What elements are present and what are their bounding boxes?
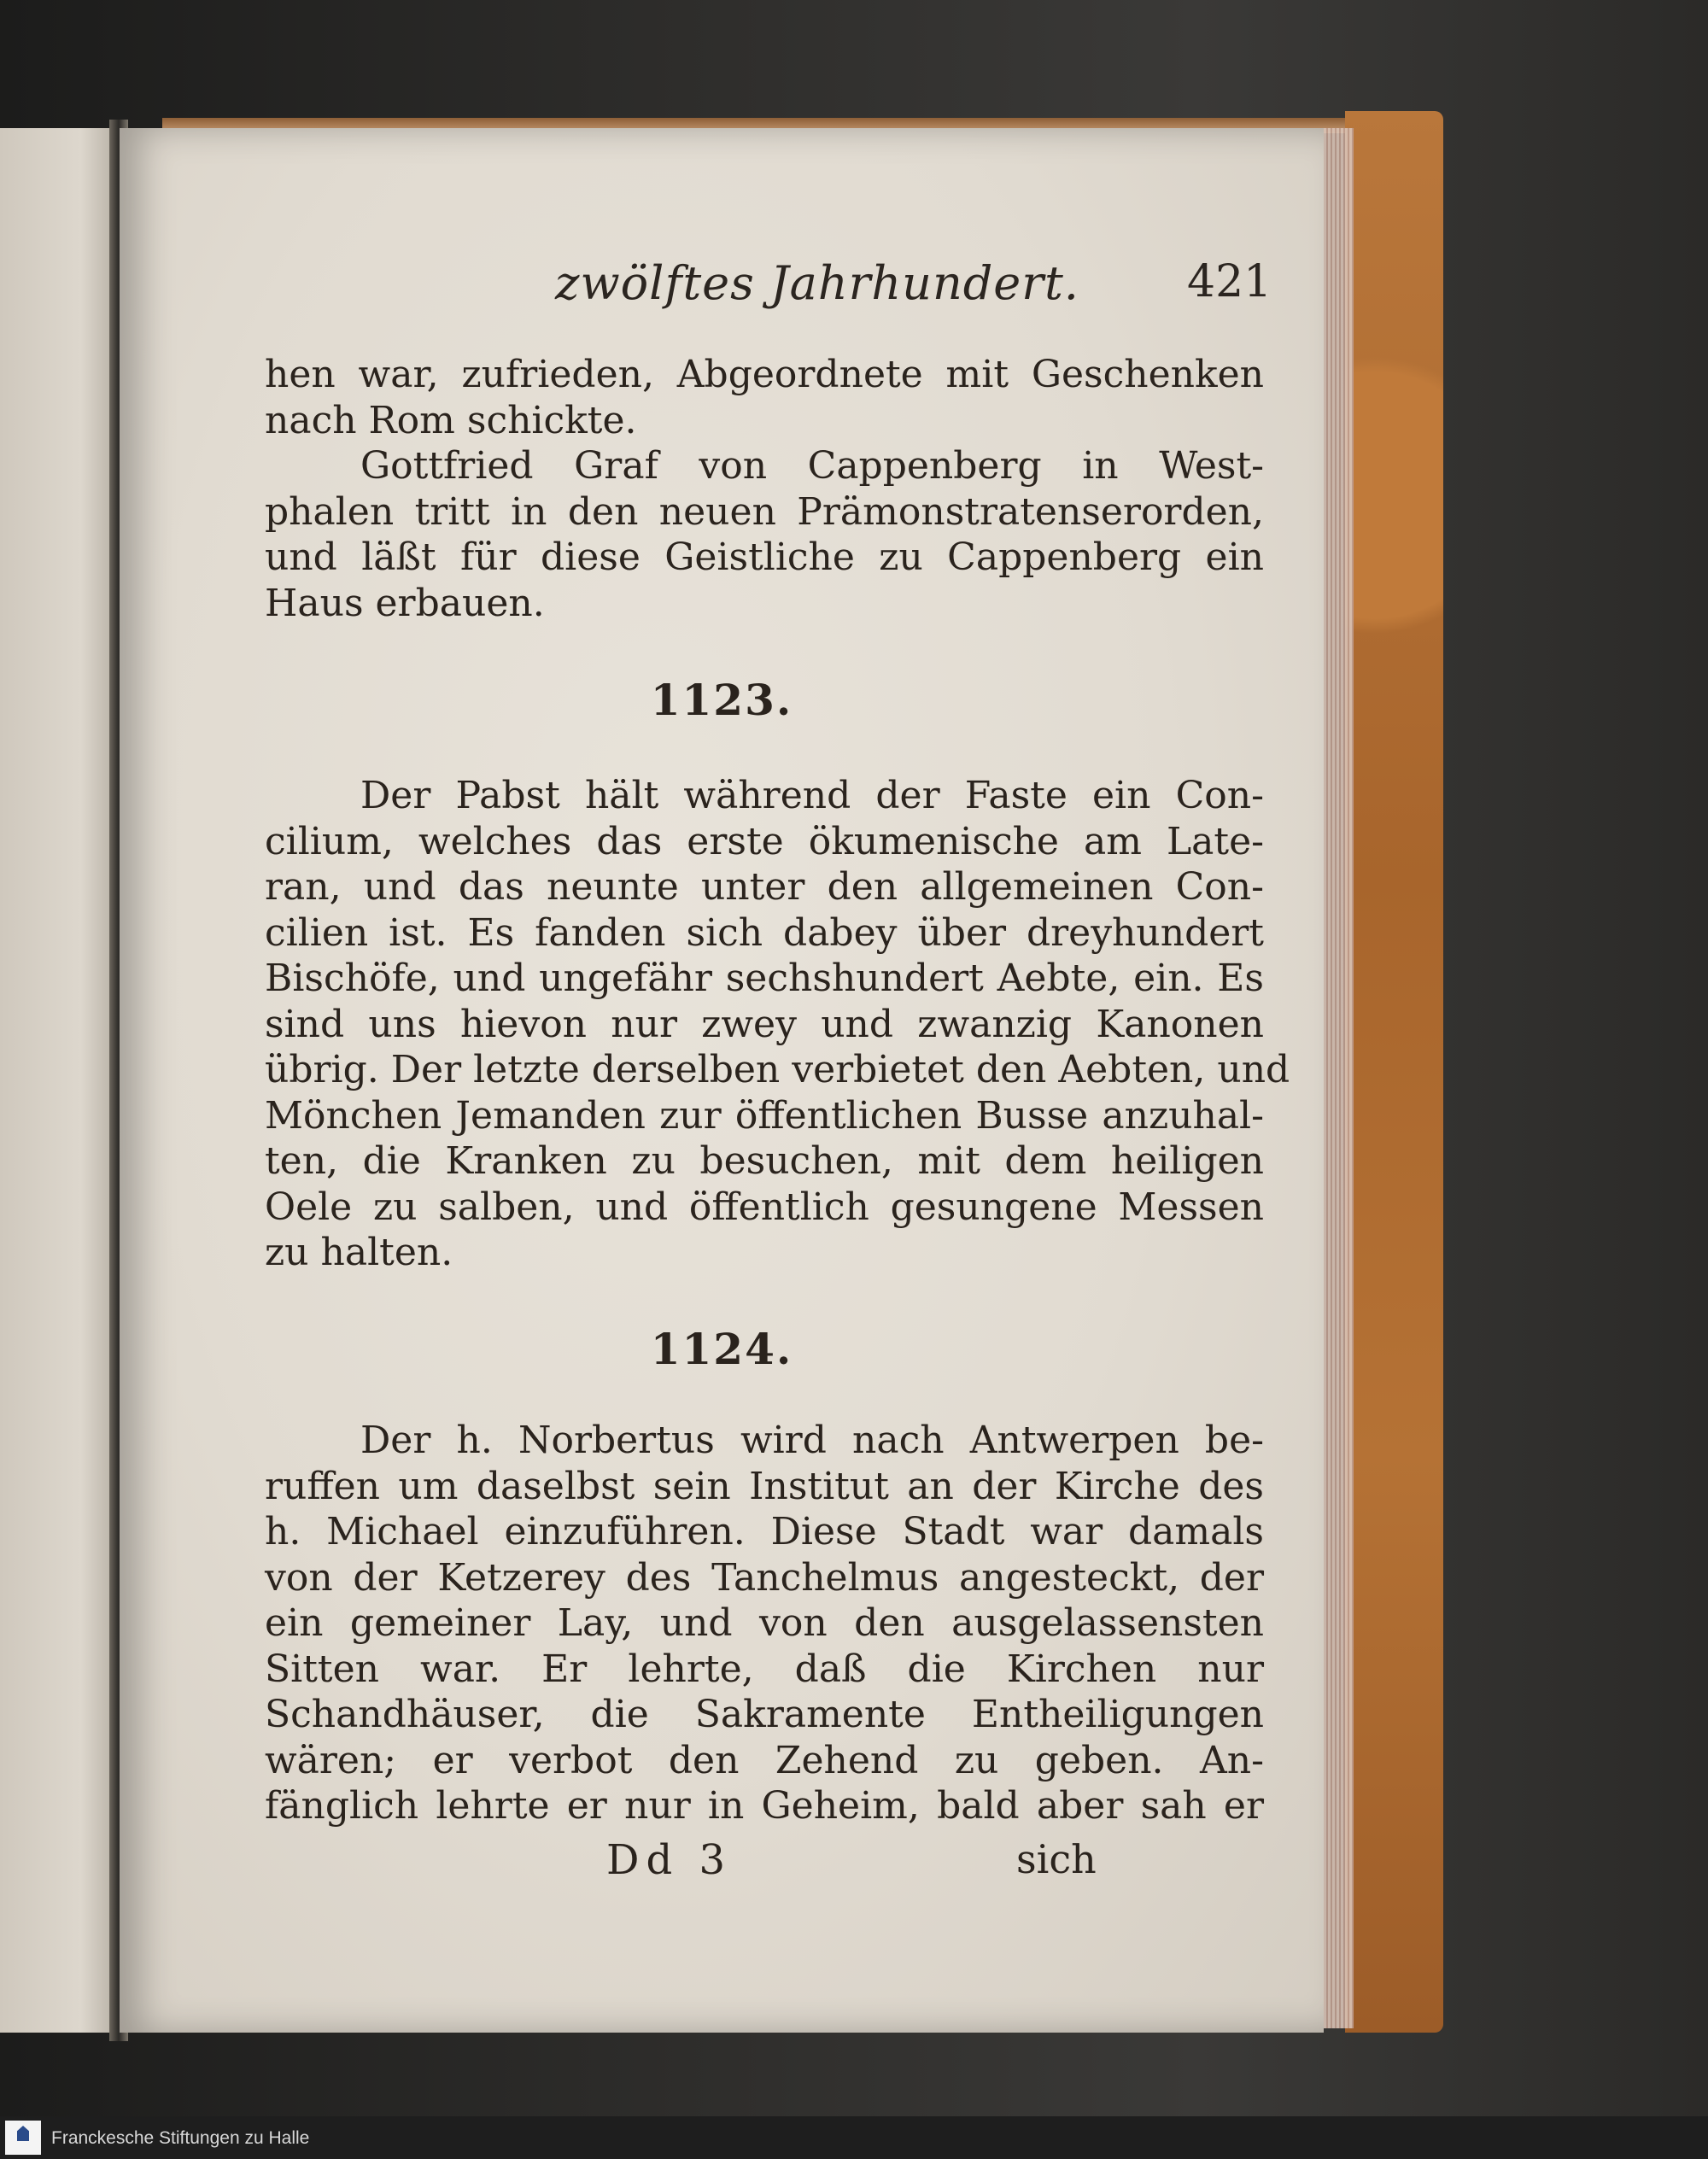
text-line: Schandhäuser, die Sakramente Entheiligungen [265, 1693, 1264, 1736]
building-icon [17, 2126, 29, 2141]
paragraph-cappenberg [265, 443, 1264, 626]
text-line: Gottfried Graf von Cappenberg in West- [360, 444, 1264, 488]
page-header [436, 256, 1272, 325]
text-line: und läßt für diese Geistliche zu Cappenberg ein [265, 535, 1264, 579]
text-line: ran, und das neunte unter den allgemeinen Con- [265, 865, 1264, 909]
year-heading: 1124. [650, 1324, 793, 1374]
institution-logo [5, 2121, 41, 2155]
text-line: Haus erbauen. [265, 581, 545, 625]
text-line: zu halten. [265, 1231, 453, 1274]
text-line: Bischöfe, und ungefähr sechshundert Aebte, ein. Es [265, 957, 1264, 1000]
text-line: fänglich lehrte er nur in Geheim, bald aber sah er [265, 1784, 1264, 1828]
text-line: cilium, welches das erste ökumenische am Late- [265, 819, 1264, 863]
paragraph-continuation [265, 352, 1264, 443]
catchword: sich [1016, 1836, 1097, 1882]
right-page [120, 128, 1324, 2033]
text-line: wären; er verbot den Zehend zu geben. An- [265, 1738, 1264, 1782]
signature-mark: Dd 3 [606, 1836, 733, 1884]
running-head: zwölftes Jahrhundert. [555, 256, 1079, 310]
text-line: Der Pabst hält während der Faste ein Con- [360, 774, 1264, 817]
paragraph-norbertus [265, 1418, 1264, 1829]
text-line: Sitten war. Er lehrte, daß die Kirchen nur [265, 1647, 1264, 1691]
text-line: hen war, zufrieden, Abgeordnete mit Geschenken [265, 353, 1264, 396]
left-page-edge [0, 128, 115, 2033]
text-line: übrig. Der letzte derselben verbietet den Aebten, und [265, 1048, 1290, 1091]
text-line: h. Michael einzuführen. Diese Stadt war damals [265, 1510, 1264, 1553]
page-edges [1319, 128, 1354, 2028]
text-line: Der h. Norbertus wird nach Antwerpen be- [360, 1419, 1264, 1462]
text-line: ten, die Kranken zu besuchen, mit dem heiligen [265, 1139, 1264, 1183]
text-line: Oele zu salben, und öffentlich gesungene Messen [265, 1185, 1264, 1229]
year-heading: 1123. [650, 675, 793, 725]
text-line: Mönchen Jemanden zur öffentlichen Busse anzuhal- [265, 1093, 1264, 1138]
page-number: 421 [1187, 256, 1272, 307]
text-line: von der Ketzerey des Tanchelmus angesteckt, der [265, 1555, 1264, 1600]
text-line: ein gemeiner Lay, und von den ausgelassensten [265, 1601, 1264, 1645]
text-line: ruffen um daselbst sein Institut an der Kirche des [265, 1464, 1264, 1508]
text-line: phalen tritt in den neuen Prämonstratenserorden, [265, 489, 1264, 534]
text-line: sind uns hievon nur zwey und zwanzig Kanonen [265, 1002, 1264, 1046]
footer-label: Franckesche Stiftungen zu Halle [51, 2128, 310, 2148]
text-line: nach Rom schickte. [265, 398, 637, 442]
book-cover-edge [1345, 111, 1443, 2033]
paragraph-council [265, 773, 1290, 1276]
text-line: cilien ist. Es fanden sich dabey über dreyhundert [265, 910, 1264, 955]
